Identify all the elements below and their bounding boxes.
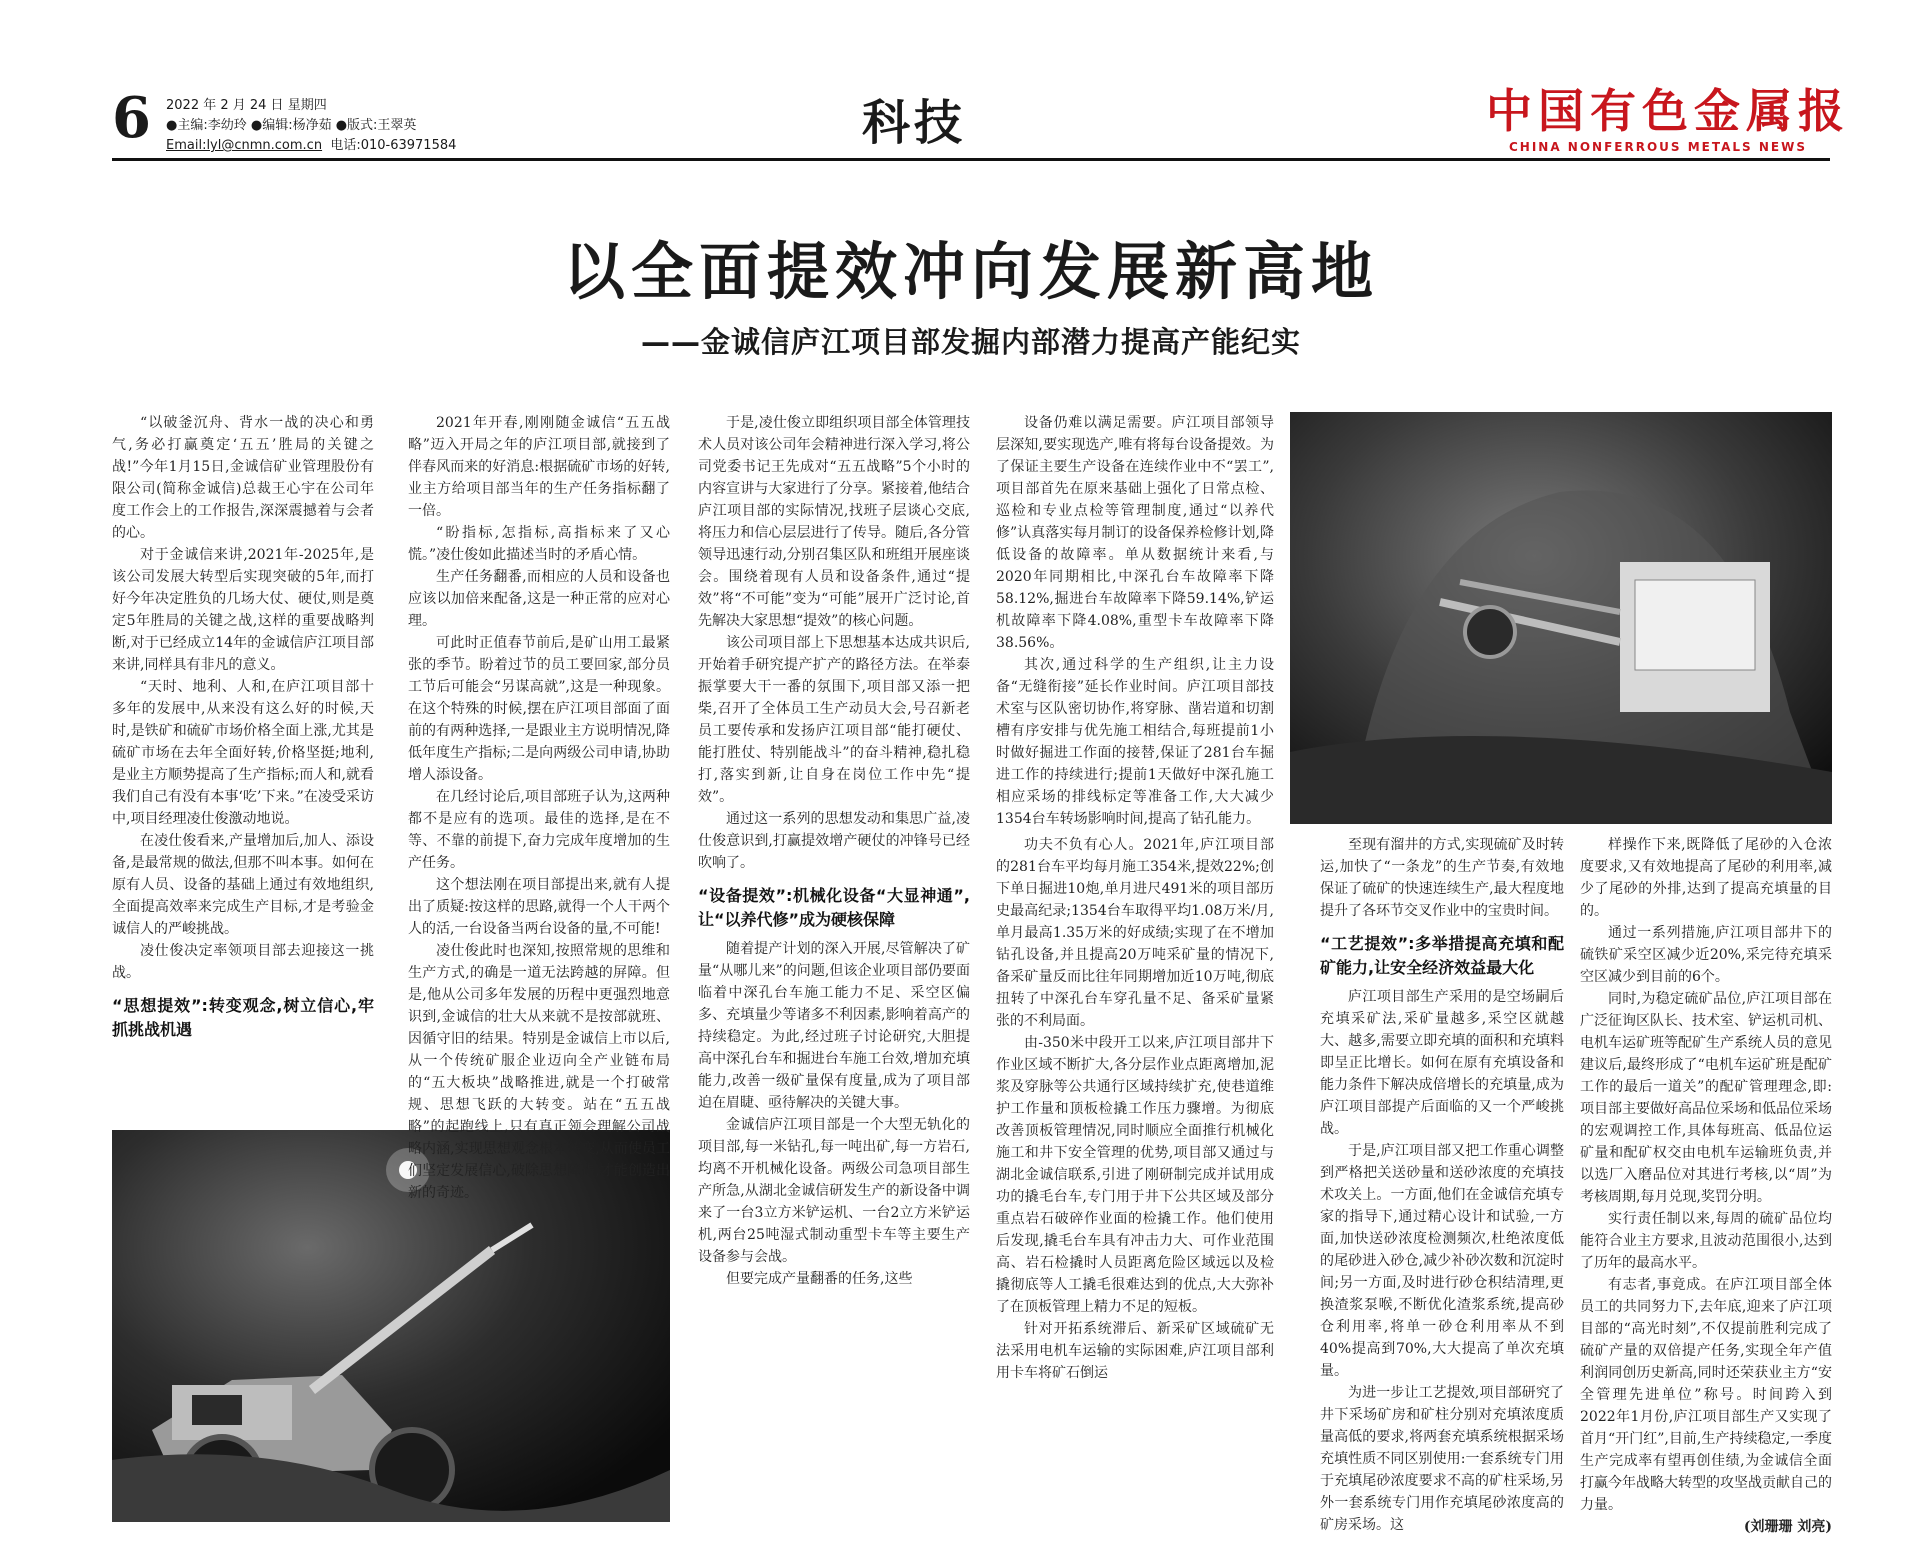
masthead-english: CHINA NONFERROUS METALS NEWS (1508, 140, 1807, 154)
paragraph: 在几经讨论后,项目部班子认为,这两种都不是应有的选项。最佳的选择,是在不等、不靠的前提下,奋力完成年度增加的生产任务。 (408, 789, 670, 871)
paragraph: 凌仕俊此时也深知,按照常规的思维和生产方式,的确是一道无法跨越的屏障。但是,他从公司多年发展的历程中更强烈地意识到,金诚信的壮大从来就不是按部就班、因循守旧的结果。特别是金诚信上市以后,从一个传统矿服企业迈向全产业链布局的“五大板块”战略推进,就是一个打破常规、思想飞跃的大转变。站在“五五战略”的起跑线上,只有真正领会理解公司战略内涵,实现思想观念根本转变,从而使员工们坚定发展信心,破除思想障碍,才能创造出新的奇迹。 (408, 943, 670, 1201)
paragraph: 对于金诚信来讲,2021年-2025年,是该公司发展大转型后实现突破的5年,而打好今年决定胜负的几场大仗、硬仗,则是奠定5年胜局的关键之战,这样的重要战略判断,对于已经成立14年的金诚信庐江项目部来讲,同样具有非凡的意义。 (112, 547, 374, 673)
section-title: 科技 (862, 95, 967, 151)
masthead-chinese: 中国有色金属报 (1486, 84, 1850, 138)
paragraph: “以破釜沉舟、背水一战的决心和勇气,务必打赢奠定‘五五’胜局的关键之战!”今年1月15日,金诚信矿业管理股份有限公司(简称金诚信)总裁王心宇在公司年度工作会上的工作报告,深深震撼着与会者的心。 (112, 415, 374, 541)
section-heading-1: “思想提效”:转变观念,树立信心,牢抓挑战机遇 (112, 996, 374, 1039)
paragraph: 2021年开春,刚刚随金诚信“五五战略”迈入开局之年的庐江项目部,就接到了伴春风而来的好消息:根据硫矿市场的好转,业主方给项目部当年的生产任务指标翻了一倍。 (408, 415, 670, 519)
text-column-1 (112, 412, 374, 1094)
paragraph: 可此时正值春节前后,是矿山用工最紧张的季节。盼着过节的员工要回家,部分员工节后可能会“另谋高就”,这是一种现象。在这个特殊的时候,摆在庐江项目部面了面前的有两种选择,一是跟业主方说明情况,降低年度生产指标;二是向两级公司申请,协助增人添设备。 (408, 635, 670, 783)
text-column-4 (996, 412, 1274, 827)
paragraph: “盼指标,怎指标,高指标来了又心慌。”凌仕俊如此描述当时的矛盾心情。 (408, 525, 670, 563)
paragraph: 随着提产计划的深入开展,尽管解决了矿量“从哪儿来”的问题,但该企业项目部仍要面临着中深孔台车施工能力不足、采空区偏多、充填量少等诸多不利因素,影响着高产的持续稳定。为此,经过班子讨论研究,大胆提高中深孔台车和掘进台车施工台效,增加充填能力,改善一级矿量保有度量,成为了项目部迫在眉睫、亟待解决的关键大事。 (698, 941, 970, 1111)
page-number: 6 (112, 85, 151, 151)
text-column-3 (698, 412, 970, 1510)
paragraph: 至现有溜井的方式,实现硫矿及时转运,加快了“一条龙”的生产节奏,有效地保证了硫矿的快速连续生产,最大程度地提升了各环节交叉作业中的宝贵时间。 (1320, 837, 1564, 919)
paragraph: 实行责任制以来,每周的硫矿品位均能符合业主方要求,且波动范围很小,达到了历年的最高水平。 (1580, 1211, 1832, 1271)
paragraph: 有志者,事竟成。在庐江项目部全体员工的共同努力下,去年底,迎来了庐江项目部的“高光时刻”,不仅提前胜利完成了硫矿产量的双倍提产任务,实现全年产值利润同创历史新高,同时还荣获业主方“安全管理先进单位”称号。时间跨入到2022年1月份,庐江项目部生产又实现了首月“开门红”,目前,生产持续稳定,一季度生产完成率有望再创佳绩,为金诚信全面打赢今年战略大转型的攻坚战贡献自己的力量。 (1580, 1277, 1832, 1513)
paragraph: 于是,凌仕俊立即组织项目部全体管理技术人员对该公司年会精神进行深入学习,将公司党委书记王先成对“五五战略”5个小时的内容宣讲与大家进行了分享。紧接着,他结合庐江项目部的实际情况,找班子层谈心交底,将压力和信心层层进行了传导。随后,各分管领导迅速行动,分别召集区队和班组开展座谈会。围绕着现有人员和设备条件,通过“提效”将“不可能”变为“可能”展开广泛讨论,首先解决大家思想“提效”的核心问题。 (698, 415, 970, 629)
text-column-4-continued (996, 834, 1274, 1510)
paragraph: 在凌仕俊看来,产量增加后,加人、添设备,是最常规的做法,但那不叫本事。如何在原有人员、设备的基础上通过有效地组织,全面提高效率来完成生产目标,才是考验金诚信人的严峻挑战。 (112, 833, 374, 937)
paragraph: 针对开拓系统滞后、新采矿区域硫矿无法采用电机车运输的实际困难,庐江项目部利用卡车将矿石倒运 (996, 1321, 1274, 1381)
paragraph: 但要完成产量翻番的任务,这些 (726, 1271, 913, 1287)
editor-credits: ●主编:李幼玲 ●编辑:杨净茹 ●版式:王翠英 (166, 118, 417, 133)
text-column-2 (408, 412, 670, 1510)
paragraph: 于是,庐江项目部又把工作重心调整到严格把关送砂量和送砂浓度的充填技术攻关上。一方面,他们在金诚信充填专家的指导下,通过精心设计和试验,一方面,加快送砂浓度检测频次,杜绝浓度低的尾砂进入砂仓,减少补砂次数和沉淀时间;另一方面,及时进行砂仓积结清理,更换渣浆泵喉,不断优化渣浆系统,提高砂仓利用率,将单一砂仓利用率从不到40%提高到70%,大大提高了单次充填量。 (1320, 1143, 1564, 1379)
paragraph: “天时、地利、人和,在庐江项目部十多年的发展中,从来没有这么好的时候,天时,是铁矿和硫矿市场价格全面上涨,尤其是硫矿市场在去年全面好转,价格坚挺;地利,是业主方顺势提高了生产指标;而人和,就看我们自己有没有本事‘吃’下来。”在凌受采访中,项目经理凌仕俊激动地说。 (112, 679, 374, 827)
paragraph: 生产任务翻番,而相应的人员和设备也应该以加倍来配备,这是一种正常的应对心理。 (408, 569, 670, 629)
paragraph: 为进一步让工艺提效,项目部研究了井下采场矿房和矿柱分别对充填浓度质量高低的要求,将两套充填系统根据采场充填性质不同区别使用:一套系统专门用于充填尾砂浓度要求不高的矿柱采场,另外一套系统专门用作充填尾砂浓度高的矿房采场。这 (1320, 1385, 1564, 1533)
paragraph: 设备仍难以满足需要。庐江项目部领导层深知,要实现选产,唯有将每台设备提效。为了保证主要生产设备在连续作业中不“罢工”,项目部首先在原来基础上强化了日常点检、巡检和专业点检等管理制度,通过“以养代修”认真落实每月制订的设备保养检修计划,降低设备的故障率。单从数据统计来看,与2020年同期相比,中深孔台车故障率下降58.12%,掘进台车故障率下降59.14%,铲运机故障率下降4.08%,重型卡车故障率下降38.56%。 (996, 415, 1274, 651)
contact-line (166, 136, 456, 156)
byline-text: (刘珊珊 刘亮) (1743, 1519, 1832, 1535)
paragraph: 金诚信庐江项目部是一个大型无轨化的项目部,每一米钻孔,每一吨出矿,每一方岩石,均离不开机械化设备。两级公司急项目部生产所急,从湖北金诚信研发生产的新设备中调来了一台3立方米铲运机、一台2立方米铲运机,两台25吨湿式制动重型卡车等主要生产设备参与会战。 (698, 1117, 970, 1265)
paragraph: 由-350米中段开工以来,庐江项目部井下作业区域不断扩大,各分层作业点距离增加,泥浆及穿脉等公共通行区域持续扩充,使巷道维护工作量和顶板检撬工作压力骤增。为彻底改善顶板管理情况,同时顺应全面推行机械化施工和井下安全管理的优势,项目部又通过与湖北金诚信联系,引进了刚研制完成并试用成功的撬毛台车,专门用于井下公共区域及部分重点岩石破碎作业面的检撬工作。他们使用后发现,撬毛台车具有冲击力大、可作业范围高、岩石检撬时人员距离危险区域远以及检撬彻底等人工撬毛很难达到的优点,大大弥补了在顶板管理上精力不足的短板。 (996, 1035, 1274, 1315)
tunnel-drilling-equipment-photo (1290, 412, 1832, 824)
paragraph: 凌仕俊决定率领项目部去迎接这一挑战。 (112, 943, 374, 981)
section-heading-2: “设备提效”:机械化设备“大显神通”,让“以养代修”成为硬核保障 (698, 886, 970, 929)
paragraph: 功夫不负有心人。2021年,庐江项目部的281台车平均每月施工354米,提效22%;创下单日掘进10炮,单月进尺491米的项目部历史最高纪录;1354台车取得平均1.08万米/月,单月最高1.35万米的好成绩;实现了在不增加钻孔设备,并且提高20万吨采矿量的情况下,备采矿量反而比往年同期增加近10万吨,彻底扭转了中深孔台车穿孔量不足、备采矿量紧张的不利局面。 (996, 837, 1274, 1029)
text-column-6 (1580, 834, 1832, 1535)
masthead-logo (1486, 82, 1850, 154)
paragraph: 样操作下来,既降低了尾砂的入仓浓度要求,又有效地提高了尾砂的利用率,减少了尾砂的外排,达到了提高充填量的目的。 (1580, 837, 1832, 919)
contact-email[interactable]: Email:lyl@cnmn.com.cn (166, 138, 323, 153)
paragraph: 该公司项目部上下思想基本达成共识后,开始着手研究提产扩产的路径方法。在举泰振掌要大干一番的氛围下,项目部又添一把柴,召开了全体员工生产动员大会,号召新老员工要传承和发扬庐江项目部“能打硬仗、能打胜仗、特别能战斗”的奋斗精神,稳扎稳打,落实到新,让自身在岗位工作中先“提效”。 (698, 635, 970, 805)
paragraph: 庐江项目部生产采用的是空场嗣后充填采矿法,采矿量越多,采空区就越大、越多,需要立即充填的面积和充填料即呈正比增长。如何在原有充填设备和能力条件下解决成倍增长的充填量,成为庐江项目部提产后面临的又一个严峻挑战。 (1320, 989, 1564, 1137)
page-meta (166, 96, 456, 156)
paragraph: 其次,通过科学的生产组织,让主力设备“无缝衔接”延长作业时间。庐江项目部技术室与区队密切协作,将穿脉、凿岩道和切割槽有序安排与优先施工相结合,每班提前1小时做好掘进工作面的接替,保证了281台车掘进工作的持续进行;提前1天做好中深孔施工相应采场的排线标定等准备工作,大大减少1354台车转场影响时间,提高了钻孔能力。 (996, 657, 1274, 827)
paragraph: 同时,为稳定硫矿品位,庐江项目部在广泛征询区队长、技术室、铲运机司机、电机车运矿班等配矿生产系统人员的意见建议后,最终形成了“电机车运矿班是配矿工作的最后一道关”的配矿管理理念,即:项目部主要做好高品位采场和低品位采场的宏观调控工作,具体每班高、低品位运矿量和配矿权交由电机车运输班负责,并以选厂入磨品位对其进行考核,以“周”为考核周期,每月兑现,奖罚分明。 (1580, 991, 1832, 1205)
paragraph: 通过这一系列的思想发动和集思广益,凌仕俊意识到,打赢提效增产硬仗的冲锋号已经吹响了。 (698, 811, 970, 871)
contact-phone: 电话:010-63971584 (330, 138, 457, 153)
issue-date: 2022 年 2 月 24 日 星期四 (166, 98, 327, 113)
text-column-5 (1320, 834, 1564, 1533)
article-subtitle: ——金诚信庐江项目部发掘内部潜力提高产能纪实 (640, 325, 1301, 359)
section-heading-3: “工艺提效”:多举措提高充填和配矿能力,让安全经济效益最大化 (1320, 934, 1564, 977)
byline (1580, 1516, 1832, 1538)
paragraph: 这个想法刚在项目部提出来,就有人提出了质疑:按这样的思路,就得一个人干两个人的活,一台设备当两台设备的量,不可能! (408, 877, 670, 937)
header-divider (112, 158, 1830, 161)
article-title: 以全面提效冲向发展新高地 (562, 235, 1379, 308)
paragraph: 通过一系列措施,庐江项目部井下的硫铁矿采空区减少近20%,采完待充填采空区减少到目前的6个。 (1580, 925, 1832, 985)
